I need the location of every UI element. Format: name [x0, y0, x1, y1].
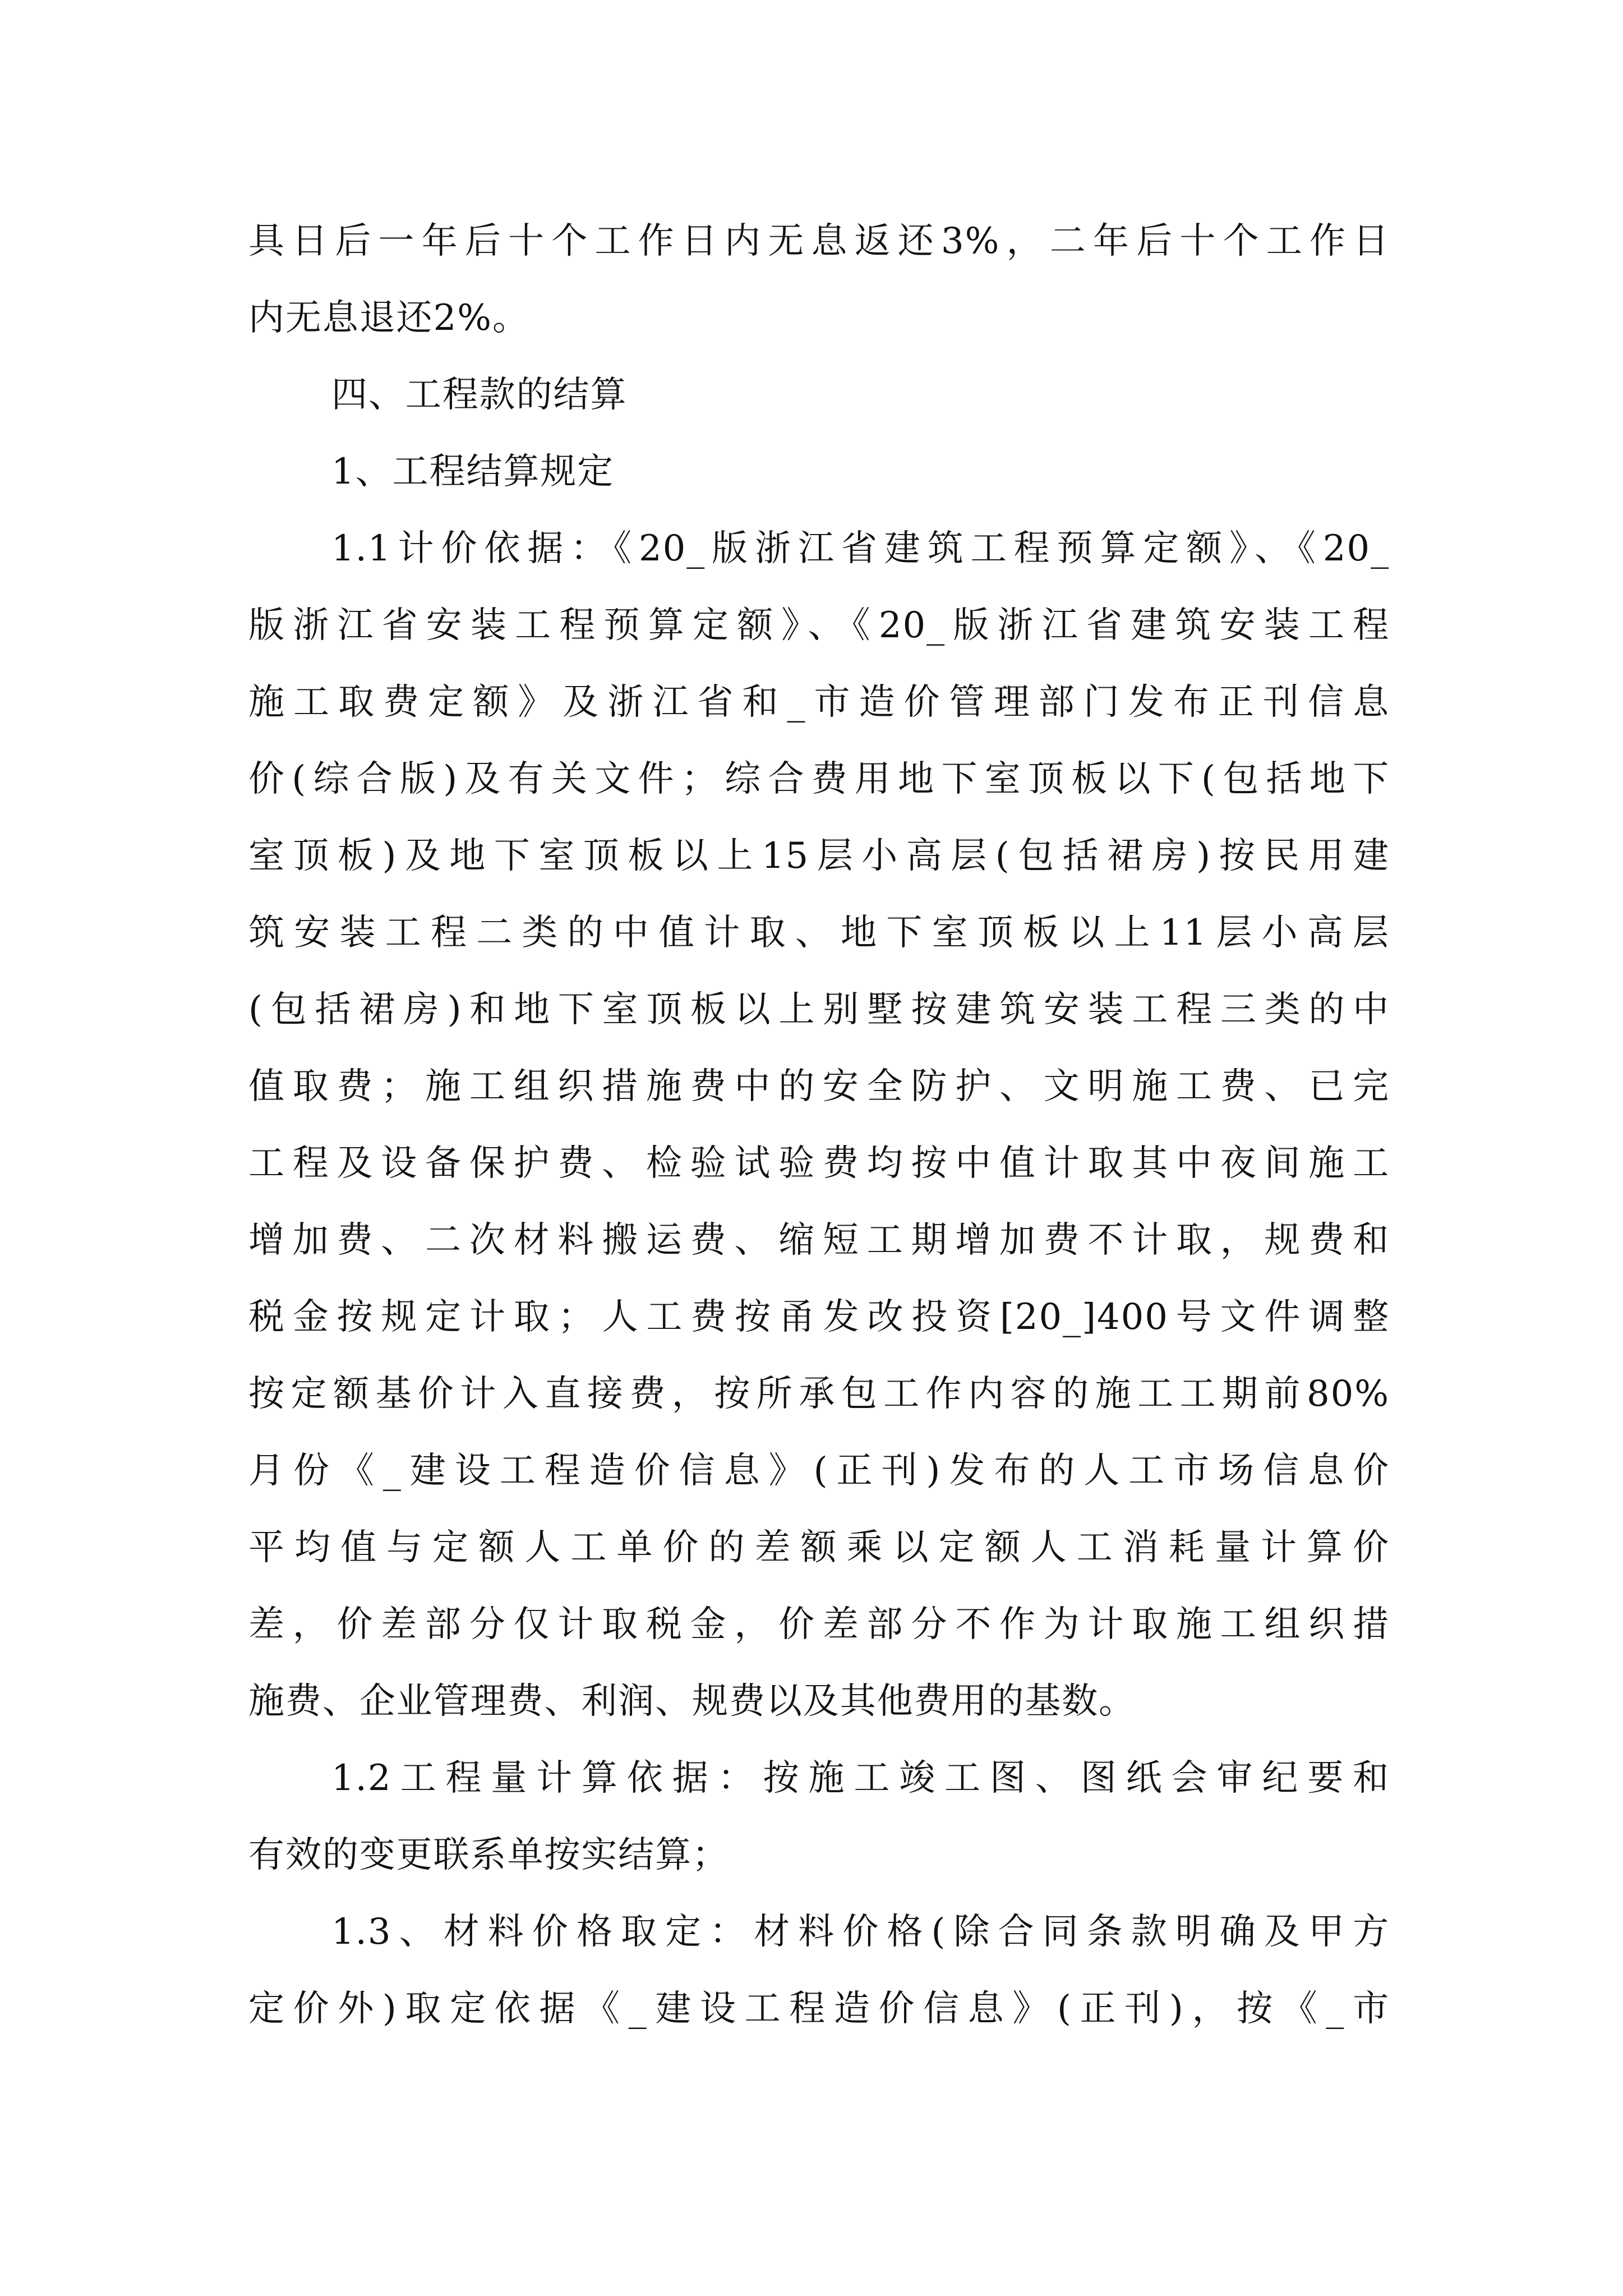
text-line-11: (包括裙房)和地下室顶板以上别墅按建筑安装工程三类的中: [248, 989, 1390, 1030]
text-line-14: 增加费、二次材料搬运费、缩短工期增加费不计取，规费和: [248, 1220, 1390, 1261]
text-line-6: 版浙江省安装工程预算定额》、《20_版浙江省建筑安装工程: [248, 605, 1390, 646]
document-body: [248, 203, 1390, 2047]
text-line-17: 月份《_建设工程造价信息》(正刊)发布的人工市场信息价: [248, 1450, 1390, 1492]
text-line-7: 施工取费定额》及浙江省和_市造价管理部门发布正刊信息: [248, 682, 1390, 723]
text-line-23: 1.3、材料价格取定：材料价格(除合同条款明确及甲方: [331, 1911, 1390, 1953]
text-line-5: 1.1计价依据：《20_版浙江省建筑工程预算定额》、《20_: [331, 528, 1390, 569]
text-line-12: 值取费；施工组织措施费中的安全防护、文明施工费、已完: [248, 1066, 1390, 1107]
text-line-21: 1.2工程量计算依据：按施工竣工图、图纸会审纪要和: [331, 1757, 1390, 1799]
text-line-24: 定价外)取定依据《_建设工程造价信息》(正刊)，按《_市: [248, 1988, 1390, 2030]
text-line-10: 筑安装工程二类的中值计取、地下室顶板以上11层小高层: [248, 912, 1390, 954]
section-heading-settlement: 四、工程款的结算: [331, 374, 628, 416]
text-line-18: 平均值与定额人工单价的差额乘以定额人工消耗量计算价: [248, 1527, 1390, 1568]
text-line-1: 具日后一年后十个工作日内无息返还3%，二年后十个工作日: [248, 220, 1390, 262]
text-line-13: 工程及设备保护费、检验试验费均按中值计取其中夜间施工: [248, 1143, 1390, 1184]
subsection-heading-settlement-rules: 1、工程结算规定: [331, 451, 615, 493]
text-line-8: 价(综合版)及有关文件；综合费用地下室顶板以下(包括地下: [248, 758, 1390, 800]
text-line-9: 室顶板)及地下室顶板以上15层小高层(包括裙房)按民用建: [248, 835, 1390, 877]
text-line-15: 税金按规定计取；人工费按甬发改投资[20_]400号文件调整: [248, 1296, 1390, 1338]
text-line-20: 施费、企业管理费、利润、规费以及其他费用的基数。: [248, 1681, 1136, 1722]
text-line-2: 内无息退还2%。: [248, 297, 529, 339]
text-line-19: 差，价差部分仅计取税金，价差部分不作为计取施工组织措: [248, 1604, 1390, 1645]
text-line-16: 按定额基价计入直接费，按所承包工作内容的施工工期前80%: [248, 1373, 1390, 1415]
text-line-22: 有效的变更联系单按实结算；: [248, 1834, 729, 1876]
